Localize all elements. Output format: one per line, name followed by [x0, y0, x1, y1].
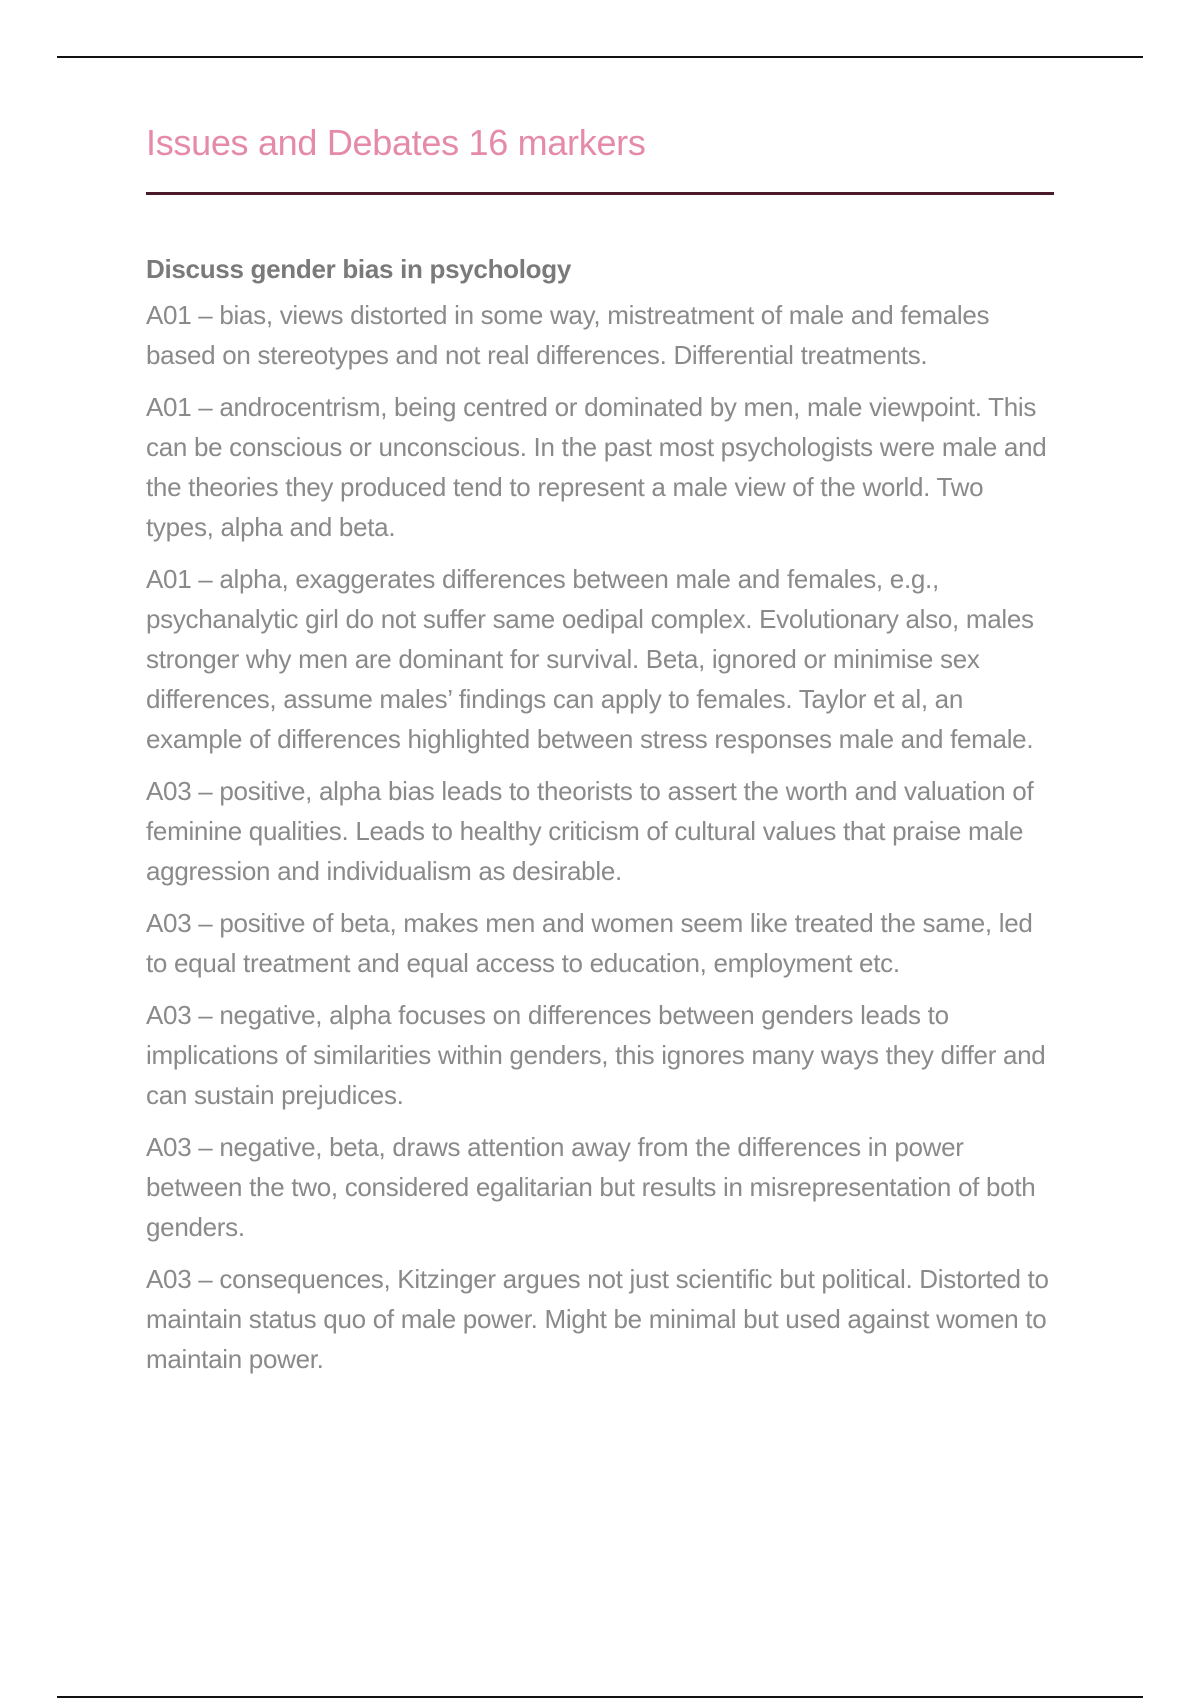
paragraph-a03-consequences: A03 – consequences, Kitzinger argues not just scientific but political. Distorted to maintain status quo of male power. Might be minimal but used against women to maintain power.: [146, 1264, 1049, 1374]
question-heading: Discuss gender bias in psychology: [146, 254, 572, 284]
page-bottom-rule: [57, 1696, 1143, 1698]
paragraph-a03-positive-beta: A03 – positive of beta, makes men and women seem like treated the same, led to equal treatment and equal access to education, employment etc.: [146, 908, 1033, 978]
page-title: Issues and Debates 16 markers: [146, 122, 646, 163]
title-divider: [146, 192, 1054, 195]
paragraph-a03-negative-beta: A03 – negative, beta, draws attention away from the differences in power between the two, considered egalitarian but results in misrepresentation of both genders.: [146, 1132, 1036, 1242]
answer-paragraphs: [146, 295, 1056, 1379]
page-top-rule: [57, 56, 1143, 58]
paragraph-a01-androcentrism: A01 – androcentrism, being centred or dominated by men, male viewpoint. This can be conscious or unconscious. In the past most psychologists were male and the theories they produced tend to represent a male view of the world. Two types, alpha and beta.: [146, 392, 1047, 542]
document-body: [146, 118, 1056, 1391]
paragraph-a03-positive-alpha: A03 – positive, alpha bias leads to theorists to assert the worth and valuation of feminine qualities. Leads to healthy criticism of cultural values that praise male aggression and individualism as desirable.: [146, 776, 1034, 886]
paragraph-a03-negative-alpha: A03 – negative, alpha focuses on differences between genders leads to implications of similarities within genders, this ignores many ways they differ and can sustain prejudices.: [146, 1000, 1046, 1110]
paragraph-a01-alpha-beta: A01 – alpha, exaggerates differences between male and females, e.g., psychanalytic girl do not suffer same oedipal complex. Evolutionary also, males stronger why men are dominant for survival. Beta, ignored or minimise sex differences, assume males’ findings can apply to females. Taylor et al, an example of differences highlighted between stress responses male and female.: [146, 564, 1034, 754]
paragraph-a01-bias: A01 – bias, views distorted in some way, mistreatment of male and females based on stereotypes and not real differences. Differential treatments.: [146, 300, 990, 370]
